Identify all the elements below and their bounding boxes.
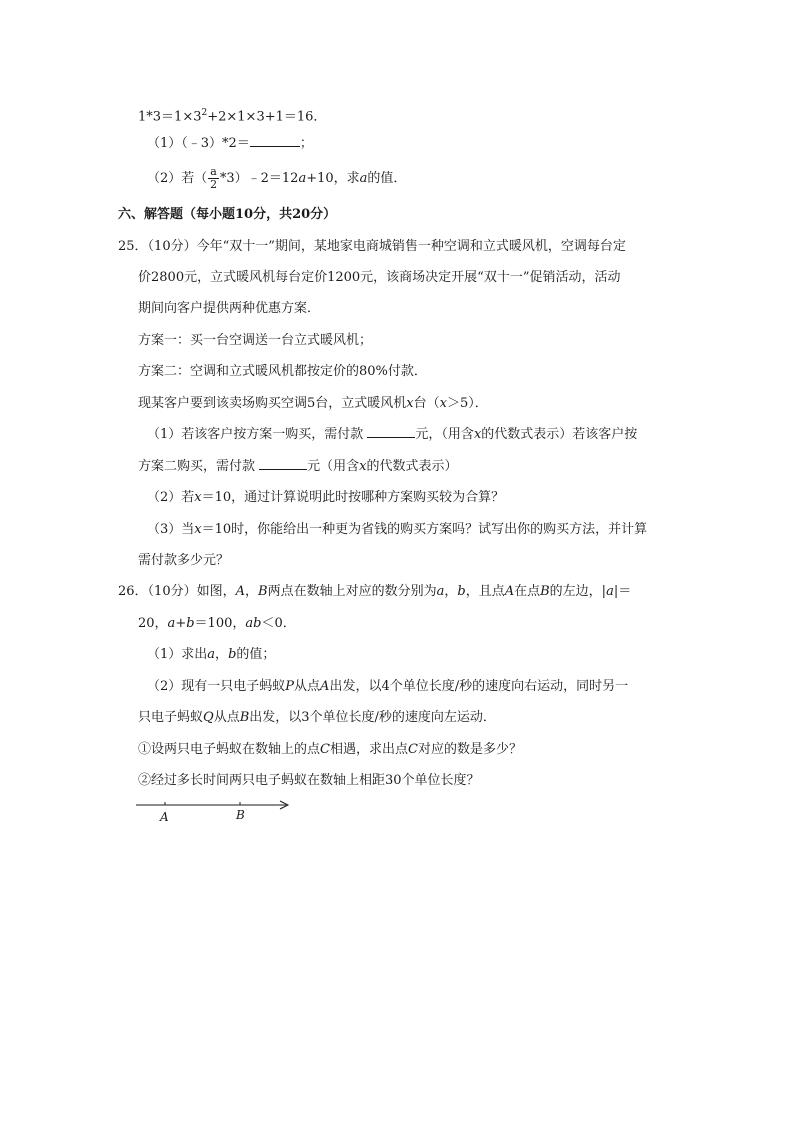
var-a-4: a: [606, 584, 614, 599]
q26-p2-b: 从点: [294, 679, 321, 694]
q26-p2-c: 出发，以4个单位长度/秒的速度向右运动，同时另一: [329, 679, 629, 694]
q26-p2-d: 只电子蚂蚁: [138, 710, 204, 725]
var-b-3: b: [228, 647, 237, 662]
q25-part1-a: （1）若该客户按方案一购买，需付款: [147, 427, 364, 442]
q25-part1-line2: [138, 457, 458, 477]
q25-part1-line1: [147, 425, 637, 445]
q25-part1-blank2[interactable]: [259, 457, 307, 470]
q26-case1: [138, 740, 522, 760]
q26-l1-g: ，: [444, 584, 458, 599]
fraction-denominator: 2: [210, 178, 218, 191]
number-line-figure: [134, 797, 298, 827]
q25-part1-d: 方案二购买，需付款: [138, 459, 256, 474]
var-x-3: x: [473, 427, 482, 442]
q25-line6-b: 台（: [413, 396, 440, 411]
q26-l2-g: ＜0．: [261, 616, 296, 631]
q24-part2-text-a: （2）若（: [147, 171, 208, 186]
q24-part1: [147, 134, 313, 154]
var-x-4: x: [359, 459, 367, 474]
q26-l2-c: +: [175, 616, 187, 631]
var-x-6: x: [194, 522, 202, 537]
q24-part1-text: （1）（﹣3）*2＝: [147, 136, 250, 151]
q25-line3: 期间向客户提供两种优惠方案．: [138, 301, 321, 316]
q25-part3-a: （3）当: [147, 522, 195, 537]
axis-label-a: A: [160, 810, 169, 824]
q26-part2-line1: [147, 677, 628, 697]
var-x-2: x: [439, 396, 447, 411]
example-formula: [138, 103, 326, 127]
q26-p1-b: ，: [215, 647, 229, 662]
q24-part1-blank[interactable]: [250, 134, 300, 147]
var-a-5: a: [167, 616, 176, 631]
point-a-3: A: [320, 679, 330, 694]
q26-p2-e: 从点: [213, 710, 240, 725]
q24-part2-text-d: 的值．: [367, 171, 407, 186]
q25-plan1: 方案一：买一台空调送一台立式暖风机；: [138, 333, 373, 348]
var-b-2: b: [186, 616, 195, 631]
example-exponent: 2: [201, 108, 208, 118]
q25-part1-e: 元（用含: [307, 459, 360, 474]
q24-part2-text-c: +10，求: [306, 171, 360, 186]
q25-part3: [147, 520, 647, 540]
q26-line1: [118, 582, 631, 602]
q24-part1-end: ；: [299, 136, 313, 151]
var-a-6: a: [207, 647, 216, 662]
point-a: A: [235, 584, 245, 599]
fraction-a-over-2: [208, 166, 219, 191]
var-a: a: [298, 171, 307, 186]
point-b-2: B: [540, 584, 550, 599]
var-b: b: [457, 584, 466, 599]
q25-part1-f: 的代数式表示）: [366, 459, 458, 474]
q26-p1-c: 的值；: [236, 647, 276, 662]
section-heading: 六、解答题（每小题10分，共20分）: [118, 207, 337, 222]
q26-c1-c: 对应的数是多少？: [417, 742, 522, 757]
q25-part1-c: 的代数式表示）若该客户按: [481, 427, 638, 442]
point-c: C: [320, 742, 330, 757]
q25-line6-c: ＞5）．: [446, 396, 488, 411]
fraction-numerator: a: [210, 165, 217, 178]
q26-l1-i: ，且点: [465, 584, 505, 599]
var-x-5: x: [194, 490, 202, 505]
q26-case2: ②经过多长时间两只电子蚂蚁在数轴上相距30个单位长度？: [138, 773, 480, 788]
point-a-2: A: [504, 584, 515, 599]
axis-label-b: B: [236, 808, 245, 822]
q26-l1-k: 在点: [514, 584, 541, 599]
point-b: B: [258, 584, 268, 599]
q26-l1-o: |＝: [613, 584, 632, 599]
q25-part1-b: 元，（用含: [415, 427, 474, 442]
example-text-b: +2×1×3+1＝16．: [207, 109, 327, 125]
q26-l2-a: 20，: [138, 616, 168, 631]
q26-c1-b: 相遇，求出点: [329, 742, 408, 757]
q25-line1: 25．（10分）今年“双十一”期间，某地家电商城销售一种空调和立式暖风机，空调每台定: [118, 239, 626, 254]
q25-line6: [138, 394, 488, 414]
q26-p1-a: （1）求出: [147, 647, 208, 662]
q26-l1-m: 的左边，|: [549, 584, 607, 599]
q25-part3-b: ＝10时，你能给出一种更为省钱的购买方案吗？试写出你的购买方法，并计算: [201, 522, 648, 537]
q26-p2-f: 出发，以3个单位长度/秒的速度向左运动．: [249, 710, 496, 725]
ant-q: Q: [203, 710, 214, 725]
q26-l1-a: 26．（10分）如图，: [118, 584, 236, 599]
var-a-3: a: [436, 584, 445, 599]
q26-c1-a: ①设两只电子蚂蚁在数轴上的点: [138, 742, 321, 757]
q25-plan2: 方案二：空调和立式暖风机都按定价的80%付款．: [138, 364, 427, 379]
point-c-2: C: [407, 742, 418, 757]
q25-part3-line2: 需付款多少元？: [138, 553, 230, 568]
var-ab: ab: [245, 616, 262, 631]
q26-line2: [138, 614, 296, 634]
q25-part2-b: ＝10，通过计算说明此时按哪种方案购买较为合算？: [201, 490, 505, 505]
q26-l1-e: 两点在数轴上对应的数分别为: [267, 584, 437, 599]
point-b-3: B: [239, 710, 250, 725]
var-x: x: [406, 396, 414, 411]
example-text-a: 1*3＝1×3: [138, 109, 202, 125]
q24-part2: [147, 166, 406, 191]
q26-l2-e: ＝100，: [194, 616, 246, 631]
q25-line2: 价2800元，立式暖风机每台定价1200元，该商场决定开展“双十一”促销活动，活动: [138, 270, 621, 285]
q25-part2-a: （2）若: [147, 490, 195, 505]
q26-l1-c: ，: [244, 584, 258, 599]
q26-part2-line2: [138, 708, 496, 728]
var-a-2: a: [359, 171, 368, 186]
q25-part2: [147, 488, 504, 508]
q25-line6-a: 现某客户要到该卖场购买空调5台，立式暖风机: [138, 396, 407, 411]
q24-part2-text-b: *3）﹣2＝12: [219, 171, 299, 186]
q26-part1: [147, 645, 275, 665]
q26-p2-a: （2）现有一只电子蚂蚁: [147, 679, 286, 694]
q25-part1-blank1[interactable]: [367, 425, 415, 438]
ant-p: P: [285, 679, 295, 694]
